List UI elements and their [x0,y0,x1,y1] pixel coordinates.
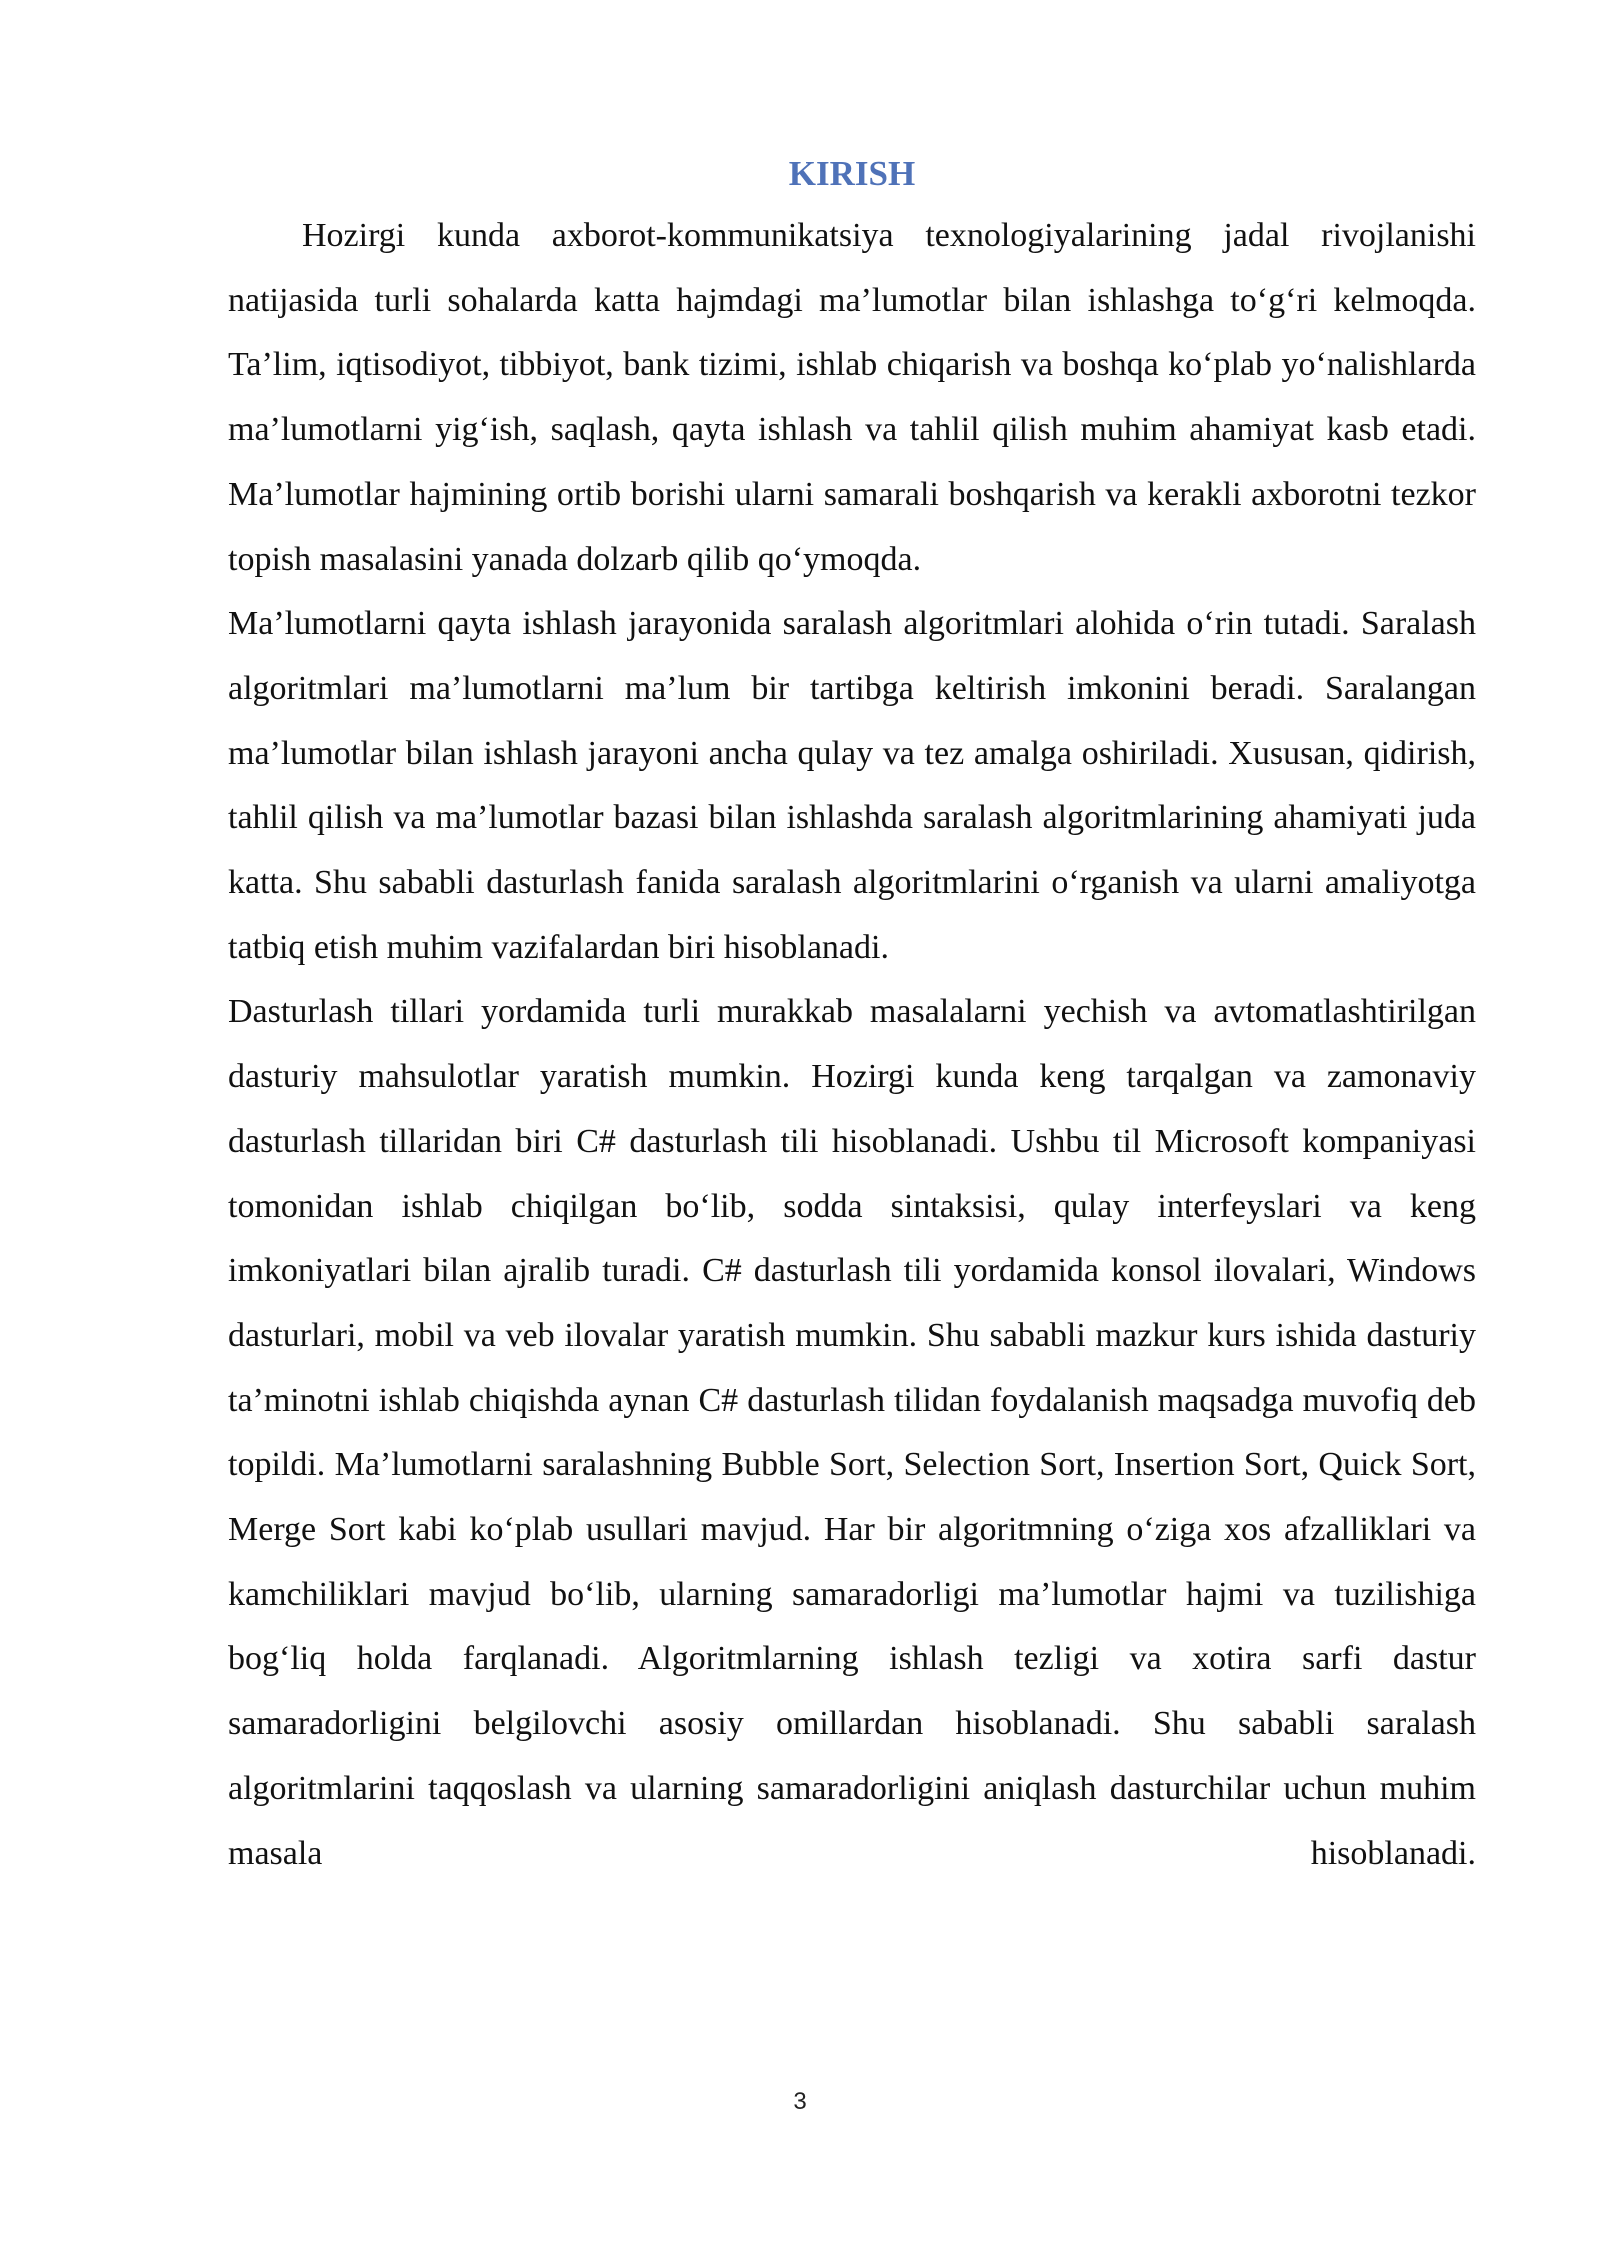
section-title: KIRISH [788,154,916,193]
paragraph-intro: Hozirgi kunda axborot-kommunikatsiya texnologiyalarining jadal rivojlanishi natijasida turli sohalarda katta hajmdagi ma’lumotlar bilan ishlashga to‘g‘ri kelmoqda. Ta’lim, iqtisodiyot, tibbiyot, bank tizimi, ishlab chiqarish va boshqa ko‘plab yo‘nalishlarda ma’lumotlarni yig‘ish, saqlash, qayta ishlash va tahlil qilish muhim ahamiyat kasb etadi. Ma’lumotlar hajmining ortib borishi ularni samarali boshqarish va kerakli axborotni tezkor topish masalasini yanada dolzarb qilib qo‘ymoqda. [228,217,1476,578]
paragraph-sorting: Ma’lumotlarni qayta ishlash jarayonida saralash algoritmlari alohida o‘rin tutadi. Saralash algoritmlari ma’lumotlarni ma’lum bir tartibga keltirish imkonini beradi. Saralangan ma’lumotlar bilan ishlash jarayoni ancha qulay va tez amalga oshiriladi. Xususan, qidirish, tahlil qilish va ma’lumotlar bazasi bilan ishlashda saralash algoritmlarining ahamiyati juda katta. Shu sababli dasturlash fanida saralash algoritmlarini o‘rganish va ularni amaliyotga tatbiq etish muhim vazifalardan biri hisoblanadi. [228,605,1476,966]
page-content [228,148,1476,1886]
page-number: 3 [793,2088,807,2115]
paragraph-csharp: Dasturlash tillari yordamida turli murakkab masalalarni yechish va avtomatlashtirilgan dasturiy mahsulotlar yaratish mumkin. Hozirgi kunda keng tarqalgan va zamonaviy dasturlash tillaridan biri C# dasturlash tili hisoblanadi. Ushbu til Microsoft kompaniyasi tomonidan ishlab chiqilgan bo‘lib, sodda sintaksisi, qulay interfeyslari va keng imkoniyatlari bilan ajralib turadi. C# dasturlash tili yordamida konsol ilovalari, Windows dasturlari, mobil va veb ilovalar yaratish mumkin. Shu sababli mazkur kurs ishida dasturiy ta’minotni ishlab chiqishda aynan C# dasturlash tilidan foydalanish maqsadga muvofiq deb topildi. Ma’lumotlarni saralashning Bubble Sort, Selection Sort, Insertion Sort, Quick Sort, Merge Sort kabi ko‘plab usullari mavjud. Har bir algoritmning o‘ziga xos afzalliklari va kamchiliklari mavjud bo‘lib, ularning samaradorligi ma’lumotlar hajmi va tuzilishiga bog‘liq holda farqlanadi. Algoritmlarning ishlash tezligi va xotira sarfi dastur samaradorligini belgilovchi asosiy omillardan hisoblanadi. Shu sababli saralash algoritmlarini taqqoslash va ularning samaradorligini aniqlash dasturchilar uchun muhim masala hisoblanadi. [228,993,1476,1872]
